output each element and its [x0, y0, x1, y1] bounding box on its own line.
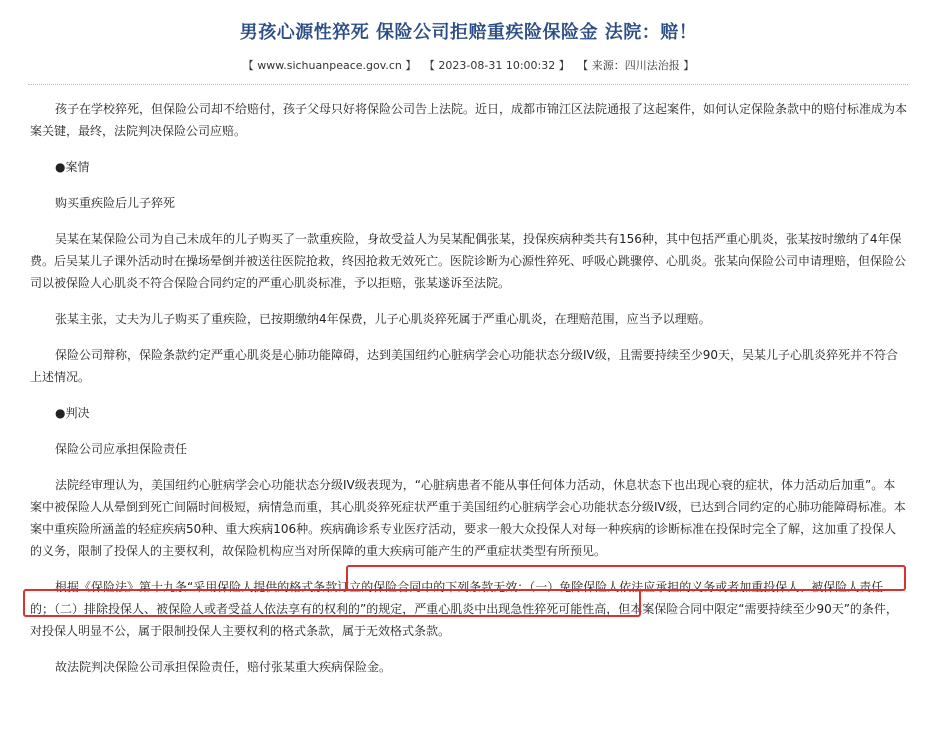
- article-origin: 【 来源：四川法治报 】: [577, 59, 695, 72]
- paragraph-plaintiff-claim: 张某主张，丈夫为儿子购买了重疾险，已按期缴纳4年保费，儿子心肌炎猝死属于严重心肌炎，在理赔范围，应当予以理赔。: [55, 312, 711, 326]
- paragraph-insurance-law: 根据《保险法》第十九条“采用保险人提供的格式条款订立的保险合同中的下列条款无效：（一）免除保险人依法应承担的义务或者加重投保人、被保险人责任的；（二）排除投保人、被保险人或者受益人依法享有的权利的”的规定，严重心肌炎中出现急性猝死可能性高，但本案保险合同中限定“需要持续至少90天”的条件，对投保人明显不公，属于限制投保人主要权利的格式条款，属于无效格式条款。: [30, 580, 898, 638]
- meta-divider: [28, 84, 908, 85]
- section-heading-case: ●案情: [55, 160, 90, 174]
- section-heading-judgment: ●判决: [55, 406, 90, 420]
- article-body: [30, 98, 907, 692]
- paragraph-defendant-argument: 保险公司辩称，保险条款约定严重心肌炎是心肺功能障碍，达到美国纽约心脏病学会心功能状态分级IV级，且需要持续至少90天，吴某儿子心肌炎猝死并不符合上述情况。: [30, 348, 899, 384]
- subheading-case: 购买重疾险后儿子猝死: [55, 196, 176, 210]
- subheading-judgment: 保险公司应承担保险责任: [55, 442, 188, 456]
- article-title: 男孩心源性猝死 保险公司拒赔重疾险保险金 法院：赔！: [239, 22, 698, 43]
- article-meta: [0, 57, 937, 73]
- paragraph-conclusion: 故法院判决保险公司承担保险责任，赔付张某重大疾病保险金。: [55, 660, 392, 674]
- publish-datetime: 【 2023-08-31 10:00:32 】: [423, 59, 570, 72]
- source-url: 【 www.sichuanpeace.gov.cn 】: [242, 59, 417, 72]
- paragraph-intro: 孩子在学校猝死，但保险公司却不给赔付，孩子父母只好将保险公司告上法院。近日，成都市锦江区法院通报了这起案件，如何认定保险条款中的赔付标准成为本案关键，最终，法院判决保险公司应赔。: [30, 102, 908, 138]
- paragraph-case-detail: 吴某在某保险公司为自己未成年的儿子购买了一款重疾险，身故受益人为吴某配偶张某，投保疾病种类共有156种，其中包括严重心肌炎，张某按时缴纳了4年保费。后吴某儿子课外活动时在操场晕倒并被送往医院抢救，终因抢救无效死亡。医院诊断为心源性猝死、呼吸心跳骤停、心肌炎。张某向保险公司申请理赔，但保险公司以被保险人心肌炎不符合保险合同约定的严重心肌炎标准，予以拒赔，张某遂诉至法院。: [30, 232, 907, 290]
- paragraph-court-reasoning: 法院经审理认为，美国纽约心脏病学会心功能状态分级IV级表现为，“心脏病患者不能从事任何体力活动，休息状态下也出现心衰的症状，体力活动后加重”。本案中被保险人从晕倒到死亡间隔时间极短，病情急而重，其心肌炎猝死症状严重于美国纽约心脏病学会心功能状态分级IV级，已达到合同约定的心肺功能障碍标准。本案中重疾险所涵盖的轻症疾病50种、重大疾病106种。疾病确诊系专业医疗活动，要求一般大众投保人对每一种疾病的诊断标准在投保时完全了解，这加重了投保人的义务，限制了投保人的主要权利，故保险机构应当对所保障的重大疾病可能产生的严重症状类型有所预见。: [30, 478, 906, 558]
